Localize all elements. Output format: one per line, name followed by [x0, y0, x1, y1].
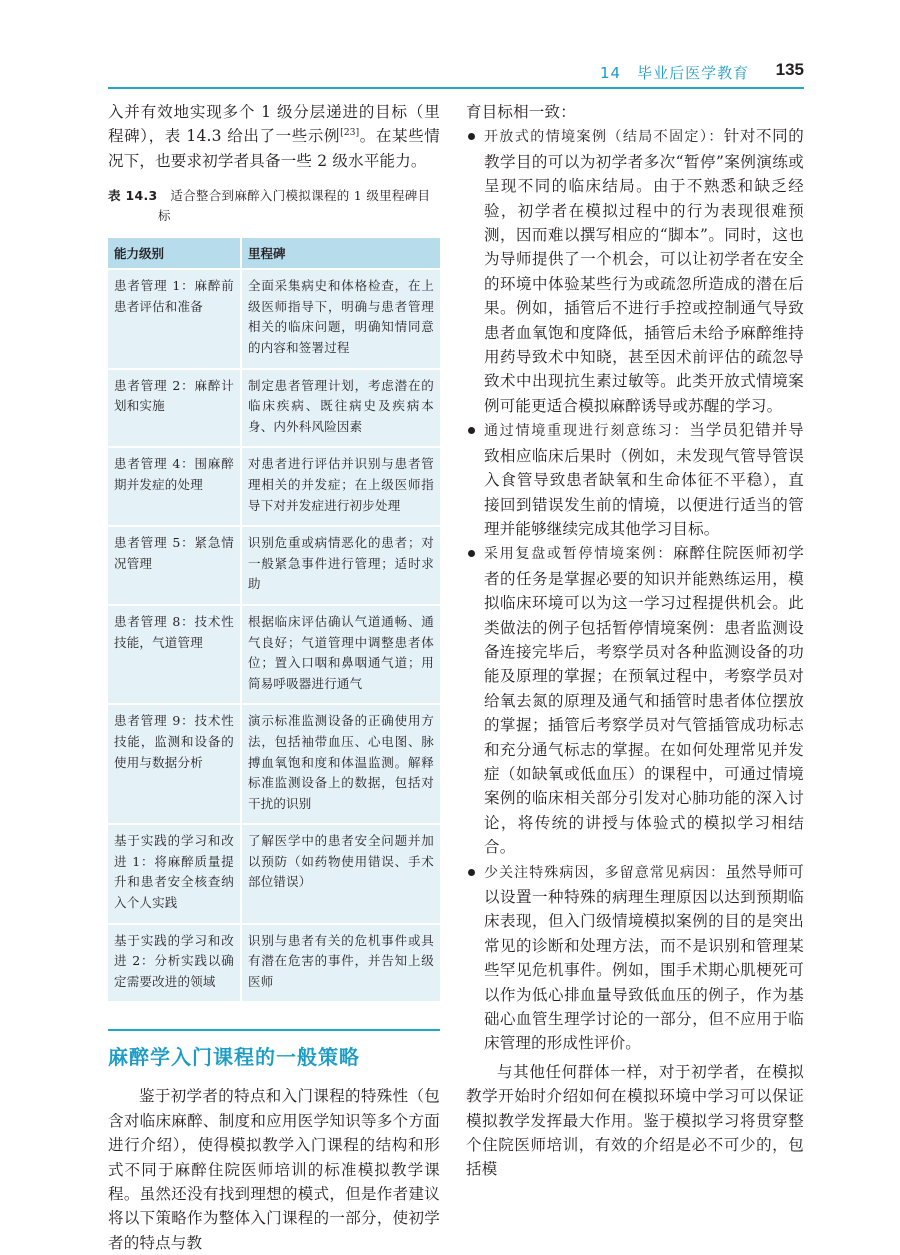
list-item [466, 541, 804, 859]
section-rule [108, 1029, 440, 1031]
left-column [108, 100, 440, 1255]
table-caption [108, 186, 440, 226]
cell-milestone: 根据临床评估确认气道通畅、通气良好；气道管理中调整患者体位；置入口咽和鼻咽通气道；用简易呼吸器进行通气 [241, 605, 440, 704]
item-lead: 开放式的情境案例（结局不固定）： [484, 129, 724, 146]
bullet-icon [468, 133, 475, 140]
cell-level: 患者管理 1：麻醉前患者评估和准备 [108, 269, 241, 368]
cell-milestone: 识别危重或病情恶化的患者；对一般紧急事件进行管理；适时求助 [241, 526, 440, 605]
right-column [466, 100, 804, 1182]
item-lead: 少关注特殊病因，多留意常见病因： [484, 864, 726, 881]
table-header-row [108, 238, 440, 269]
page-number: 135 [775, 60, 804, 79]
col-header-level: 能力级别 [108, 238, 241, 269]
continuation-text: 育目标相一致： [466, 103, 576, 121]
list-item [466, 860, 804, 1056]
closing-paragraph: 与其他任何群体一样，对于初学者，在模拟教学开始时介绍如何在模拟环境中学习可以保证模拟教学发挥最大作用。鉴于模拟学习将贯穿整个住院医师培训，有效的介绍是必不可少的，包括模 [466, 1062, 804, 1179]
citation-ref: [23] [340, 128, 360, 139]
table-number: 表 14.3 [108, 188, 158, 204]
table-row [108, 704, 440, 824]
cell-level: 基于实践的学习和改进 2：分析实践以确定需要改进的领域 [108, 924, 241, 1003]
section-heading: 麻醉学入门课程的一般策略 [108, 1045, 360, 1070]
bullet-icon [468, 550, 475, 557]
table-title: 适合整合到麻醉入门模拟课程的 1 级里程碑目标 [158, 188, 431, 224]
col-header-milestone: 里程碑 [241, 238, 440, 269]
cell-milestone: 了解医学中的患者安全问题并加以预防（如药物使用错误、手术部位错误） [241, 824, 440, 923]
cell-milestone: 全面采集病史和体格检查，在上级医师指导下，明确与患者管理相关的临床问题，明确知情同意的内容和签署过程 [241, 269, 440, 368]
header-rule [108, 87, 804, 89]
cell-milestone: 识别与患者有关的危机事件或具有潜在危害的事件，并告知上级医师 [241, 924, 440, 1003]
cell-milestone: 对患者进行评估并识别与患者管理相关的并发症；在上级医师指导下对并发症进行初步处理 [241, 447, 440, 526]
running-header-chapter: 14 毕业后医学教育 [600, 64, 750, 82]
table-row [108, 605, 440, 704]
cell-milestone: 制定患者管理计划，考虑潜在的临床疾病、既往病史及疾病本身、内外科风险因素 [241, 369, 440, 448]
cell-level: 患者管理 8：技术性技能，气道管理 [108, 605, 241, 704]
bullet-icon [468, 869, 475, 876]
item-lead: 采用复盘或暂停情境案例： [484, 546, 674, 563]
item-text: 虽然导师可以设置一种特殊的病理生理原因以达到预期临床表现，但入门级情境模拟案例的目的是突出常见的诊断和处理方法，而不是识别和管理某些罕见危机事件。例如，围手术期心肌梗死可以作为低心排血量导致低血压的例子，作为基础心血管生理学讨论的一部分，但不应用于临床管理的形成性评价。 [484, 862, 804, 1053]
table-row [108, 447, 440, 526]
item-text: 针对不同的教学目的可以为初学者多次“暂停”案例演练或呈现不同的临床结局。由于不熟悉和缺乏经验，初学者在模拟过程中的行为表现很难预测，因而难以撰写相应的“脚本”。同时，这也为导师提供了一个机会，可以让初学者在安全的环境中体验某些行为或疏忽所造成的潜在后果。例如，插管后不进行手控或控制通气导致患者血氧饱和度降低，插管后未给予麻醉维持用药导致术中知晓，甚至因术前评估的疏忽导致术中出现抗生素过敏等。此类开放式情境案例可能更适合模拟麻醉诱导或苏醒的学习。 [484, 127, 804, 415]
strategy-list [466, 124, 804, 1055]
cell-milestone: 演示标准监测设备的正确使用方法，包括袖带血压、心电图、脉搏血氧饱和度和体温监测。解释标准监测设备上的数据，包括对干扰的识别 [241, 704, 440, 824]
milestone-table [108, 238, 440, 1003]
list-item [466, 418, 804, 541]
table-row [108, 269, 440, 368]
cell-level: 患者管理 5：紧急情况管理 [108, 526, 241, 605]
table-row [108, 824, 440, 923]
item-text: 麻醉住院医师初学者的任务是掌握必要的知识并能熟练运用，模拟临床环境可以为这一学习过程提供机会。此类做法的例子包括暂停情境案例：患者监测设备连接完毕后，考察学员对各种监测设备的功能及原理的掌握；在预氧过程中，考察学员对给氧去氮的原理及通气和插管时患者体位摆放的掌握；插管后考察学员对气管插管成功标志和充分通气标志的掌握。在如何处理常见并发症（如缺氧或低血压）的课程中，可通过情境案例的临床相关部分引发对心肺功能的深入讨论，将传统的讲授与体验式的模拟学习相结合。 [484, 544, 804, 857]
item-lead: 通过情境重现进行刻意练习： [484, 423, 690, 440]
item-text: 当学员犯错并导致相应临床后果时（例如，未发现气管导管误入食管导致患者缺氧和生命体征不平稳），直接回到错误发生前的情境，以便进行适当的管理并能够继续完成其他学习目标。 [484, 421, 804, 538]
cell-level: 基于实践的学习和改进 1：将麻醉质量提升和患者安全核查纳入个人实践 [108, 824, 241, 923]
cell-level: 患者管理 4：围麻醉期并发症的处理 [108, 447, 241, 526]
cell-level: 患者管理 9：技术性技能，监测和设备的使用与数据分析 [108, 704, 241, 824]
bullet-icon [468, 427, 475, 434]
list-item [466, 124, 804, 418]
intro-paragraph: 入并有效地实现多个 1 级分层递进的目标（里程碑），表 14.3 给出了一些示例[23]。在某些情况下，也要求初学者具备一些 2 级水平能力。 [108, 103, 440, 170]
table-row [108, 369, 440, 448]
table-row [108, 526, 440, 605]
cell-level: 患者管理 2：麻醉计划和实施 [108, 369, 241, 448]
section-paragraph: 鉴于初学者的特点和入门课程的特殊性（包含对临床麻醉、制度和应用医学知识等多个方面进行介绍），使得模拟教学入门课程的结构和形式不同于麻醉住院医师培训的标准模拟教学课程。虽然还没有找到理想的模式，但是作者建议将以下策略作为整体入门课程的一部分，使初学者的特点与教 [108, 1087, 440, 1252]
table-row [108, 924, 440, 1003]
